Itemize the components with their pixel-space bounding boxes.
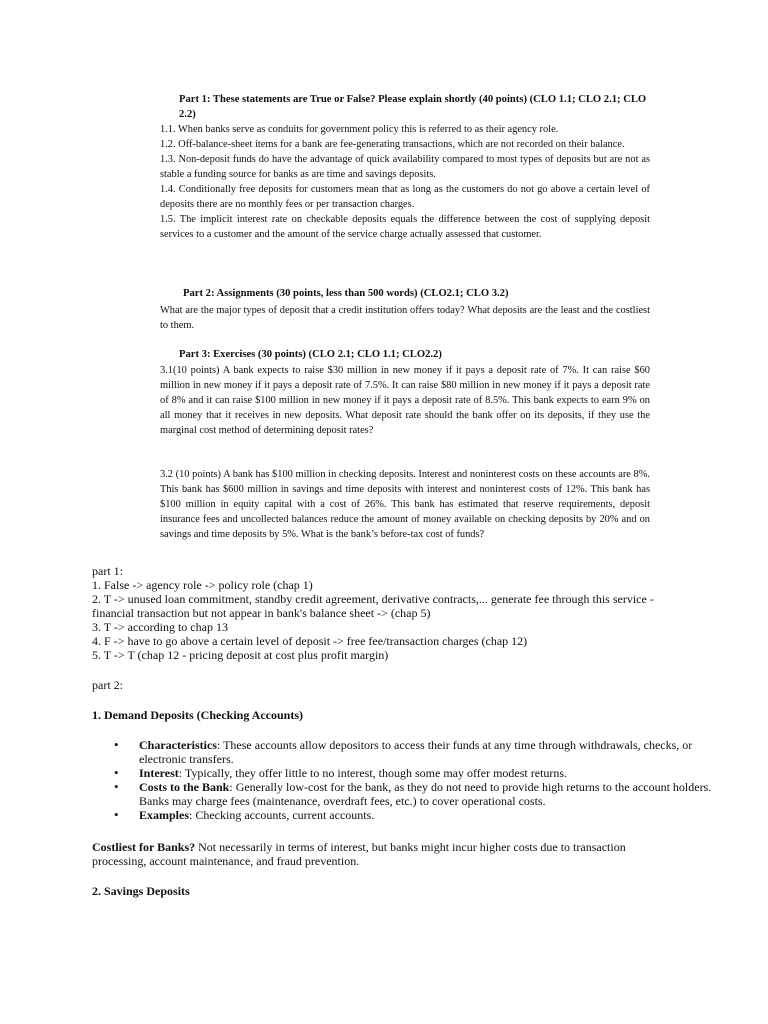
savings-deposits-heading: 2. Savings Deposits xyxy=(92,884,190,898)
bullet-term: Characteristics xyxy=(139,738,217,752)
statement-1-4: 1.4. Conditionally free deposits for customers mean that as long as the customers do not go above a certain level of deposits there are no monthly fees or per transaction charges. xyxy=(160,184,650,210)
statement-1-1: 1.1. When banks serve as conduits for government policy this is referred to as their agency role. xyxy=(160,124,559,135)
statement-1-3: 1.3. Non-deposit funds do have the advantage of quick availability compared to most types of deposits but are not as stable a funding source for banks as are time and savings deposits. xyxy=(160,154,650,180)
answer-1: 1. False -> agency role -> policy role (chap 1) xyxy=(92,578,313,592)
statement-1-2: 1.2. Off-balance-sheet items for a bank are fee-generating transactions, which are not recorded on their balance. xyxy=(160,139,625,150)
bullet-characteristics xyxy=(139,738,719,766)
part2-answers-label: part 2: xyxy=(92,678,123,692)
answer-5: 5. T -> T (chap 12 - pricing deposit at cost plus profit margin) xyxy=(92,648,389,662)
demand-deposits-heading: 1. Demand Deposits (Checking Accounts) xyxy=(92,708,304,722)
bullet-term: Costs to the Bank xyxy=(139,780,230,794)
answer-3: 3. T -> according to chap 13 xyxy=(92,620,228,634)
part1-answers-label: part 1: xyxy=(92,564,123,578)
part1-answers xyxy=(92,564,672,662)
part2-question: What are the major types of deposit that a credit institution offers today? What deposits are the least and the costliest to them. xyxy=(160,305,650,331)
exercise-3-2: 3.2 (10 points) A bank has $100 million in checking deposits. Interest and noninterest costs on these accounts are 8%. This bank has $600 million in savings and time deposits with interest and noninterest costs of 12%. This bank has $100 million in equity capital with a cost of 26%. This bank has estimated that reserve requirements, deposit insurance fees and uncollected balances reduce the amount of money available on checking deposits by 20% and on savings and time deposits by 5%. What is the bank’s before-tax cost of funds? xyxy=(160,469,650,540)
bullet-term: Interest xyxy=(139,766,179,780)
costliest-term: Costliest for Banks? xyxy=(92,840,196,854)
statement-1-5: 1.5. The implicit interest rate on checkable deposits equals the difference between the cost of supplying deposit services to a customer and the amount of the service charge actually assessed that customer. xyxy=(160,214,650,240)
part1-statements xyxy=(160,122,650,242)
part1-heading: Part 1: These statements are True or False? Please explain shortly (40 points) (CLO 1.1; CLO 2.1; CLO 2.2) xyxy=(179,94,647,120)
part2-heading: Part 2: Assignments (30 points, less than 500 words) (CLO2.1; CLO 3.2) xyxy=(183,288,509,299)
exercise-3-1: 3.1(10 points) A bank expects to raise $30 million in new money if it pays a deposit rate of 7%. It can raise $60 million in new money if it pays a deposit rate of 7.5%. It can raise $80 million in new money if it pays a deposit rate of 8% and it can raise $100 million in new money if it pays a deposit rate of 8.5%. This bank expects to earn 9% on all money that it receives in new deposits. What deposit rate should the bank offer on its deposits, if they use the marginal cost method of determining deposit rates? xyxy=(160,365,650,436)
demand-deposits-bullets xyxy=(92,738,719,822)
bullet-text: : Checking accounts, current accounts. xyxy=(189,808,375,822)
costliest-text: Not necessarily in terms of interest, but banks might incur higher costs due to transaction processing, account maintenance, and fraud prevention. xyxy=(92,840,626,868)
answer-4: 4. F -> have to go above a certain level of deposit -> free fee/transaction charges (chap 12) xyxy=(92,634,528,648)
answer-2: 2. T -> unused loan commitment, standby credit agreement, derivative contracts,... generate fee through this service - financial transaction but not appear in bank's balance sheet -> (chap 5) xyxy=(92,592,654,620)
bullet-text: : Typically, they offer little to no interest, though some may offer modest returns. xyxy=(178,766,568,780)
bullet-examples xyxy=(139,808,719,822)
bullet-text: : These accounts allow depositors to access their funds at any time through withdrawals, checks, or electronic transfers. xyxy=(139,738,693,766)
bullet-term: Examples xyxy=(139,808,190,822)
costliest-paragraph xyxy=(92,840,672,868)
bullet-costs-to-bank xyxy=(139,780,719,808)
bullet-text: : Generally low-cost for the bank, as they do not need to provide high returns to the account holders. Banks may charge fees (maintenance, overdraft fees, etc.) to cover operational costs. xyxy=(139,780,712,808)
bullet-interest xyxy=(139,766,719,780)
part3-heading: Part 3: Exercises (30 points) (CLO 2.1; CLO 1.1; CLO2.2) xyxy=(179,349,442,360)
